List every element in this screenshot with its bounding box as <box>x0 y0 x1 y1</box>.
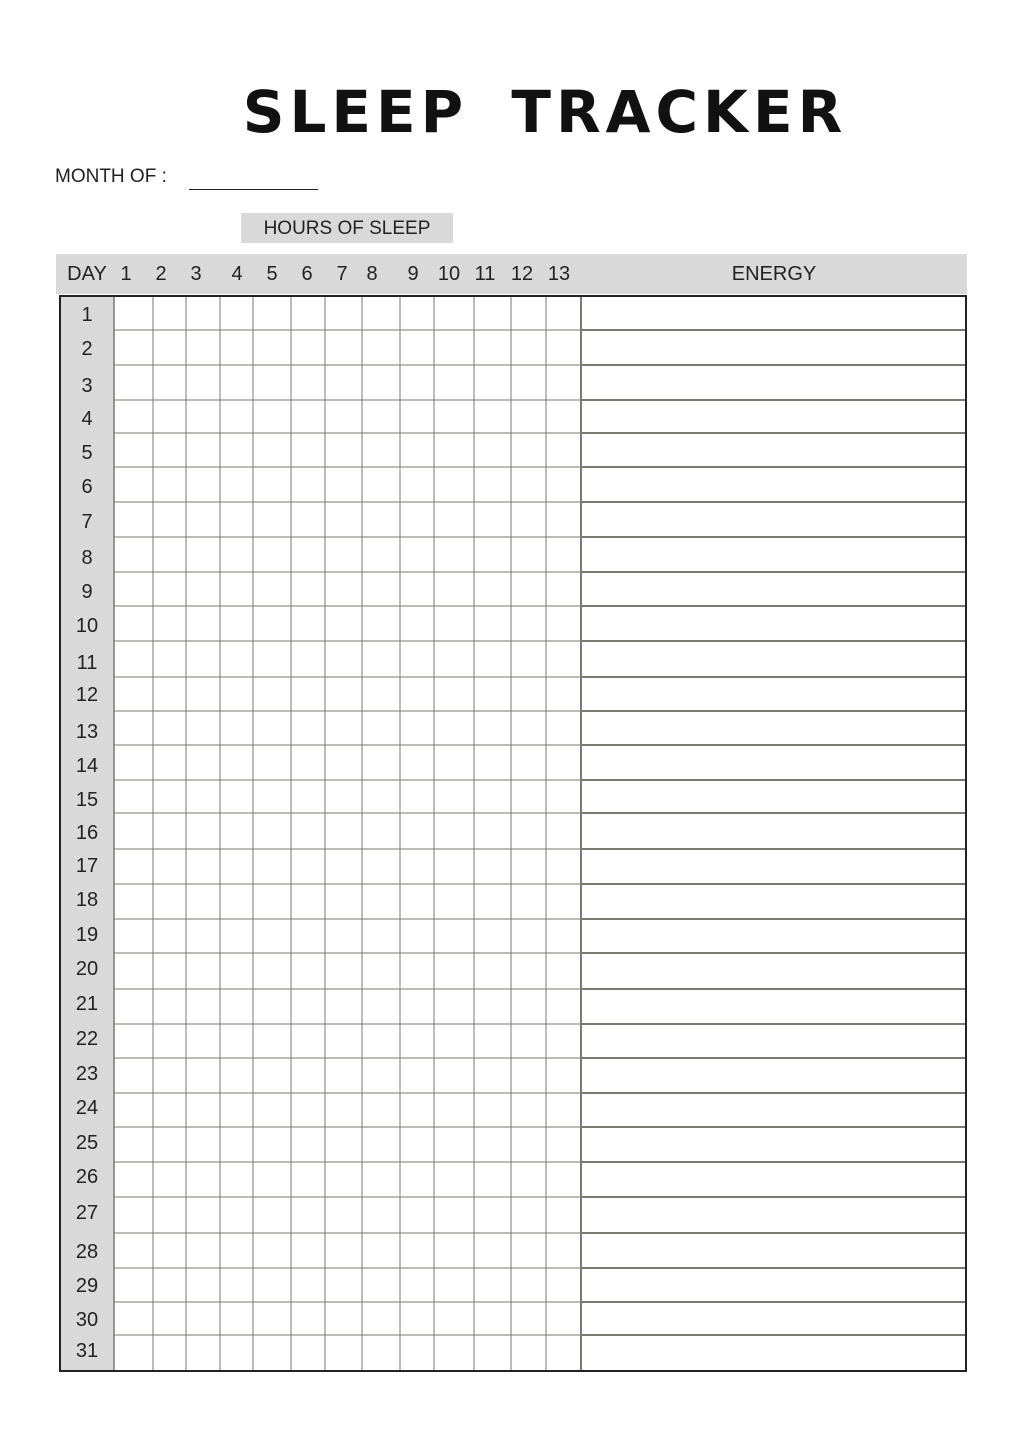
day-label-28: 28 <box>75 1241 99 1263</box>
hour-header-5: 5 <box>266 263 278 285</box>
hours-of-sleep-label: HOURS OF SLEEP <box>241 213 453 243</box>
energy-header: ENERGY <box>731 263 817 285</box>
hour-header-2: 2 <box>155 263 167 285</box>
day-label-18: 18 <box>75 889 99 911</box>
month-label: MONTH OF : <box>55 166 167 187</box>
day-label-15: 15 <box>75 789 99 811</box>
day-label-22: 22 <box>75 1028 99 1050</box>
hour-header-6: 6 <box>301 263 313 285</box>
day-label-31: 31 <box>75 1340 99 1362</box>
day-label-8: 8 <box>81 547 93 569</box>
day-label-9: 9 <box>81 581 93 603</box>
day-label-10: 10 <box>75 615 99 637</box>
hour-header-1: 1 <box>120 263 132 285</box>
day-label-29: 29 <box>75 1275 99 1297</box>
day-label-7: 7 <box>81 511 93 533</box>
day-label-30: 30 <box>75 1309 99 1331</box>
day-label-13: 13 <box>75 721 99 743</box>
hour-header-7: 7 <box>336 263 348 285</box>
day-label-2: 2 <box>81 338 93 360</box>
day-label-17: 17 <box>75 855 99 877</box>
day-label-11: 11 <box>76 652 98 674</box>
day-label-3: 3 <box>81 375 93 397</box>
day-label-12: 12 <box>75 684 99 706</box>
day-label-21: 21 <box>75 993 99 1015</box>
day-label-16: 16 <box>75 822 99 844</box>
page-title: SLEEP TRACKER <box>242 78 848 146</box>
hour-header-4: 4 <box>231 263 243 285</box>
hour-header-10: 10 <box>437 263 461 285</box>
hour-header-3: 3 <box>190 263 202 285</box>
day-label-1: 1 <box>81 304 93 326</box>
hour-header-8: 8 <box>366 263 378 285</box>
day-label-25: 25 <box>75 1132 99 1154</box>
day-label-4: 4 <box>81 408 93 430</box>
day-label-24: 24 <box>75 1097 99 1119</box>
hour-header-9: 9 <box>407 263 419 285</box>
day-label-14: 14 <box>75 755 99 777</box>
day-label-5: 5 <box>81 442 93 464</box>
day-label-6: 6 <box>81 476 93 498</box>
day-label-23: 23 <box>75 1063 99 1085</box>
hour-header-12: 12 <box>510 263 534 285</box>
hour-header-13: 13 <box>547 263 571 285</box>
hour-header-11: 11 <box>474 263 496 285</box>
day-header: DAY <box>67 263 107 285</box>
table-outer-border <box>60 296 966 1371</box>
day-label-19: 19 <box>75 924 99 946</box>
day-label-20: 20 <box>75 958 99 980</box>
day-label-27: 27 <box>75 1202 99 1224</box>
day-label-26: 26 <box>75 1166 99 1188</box>
